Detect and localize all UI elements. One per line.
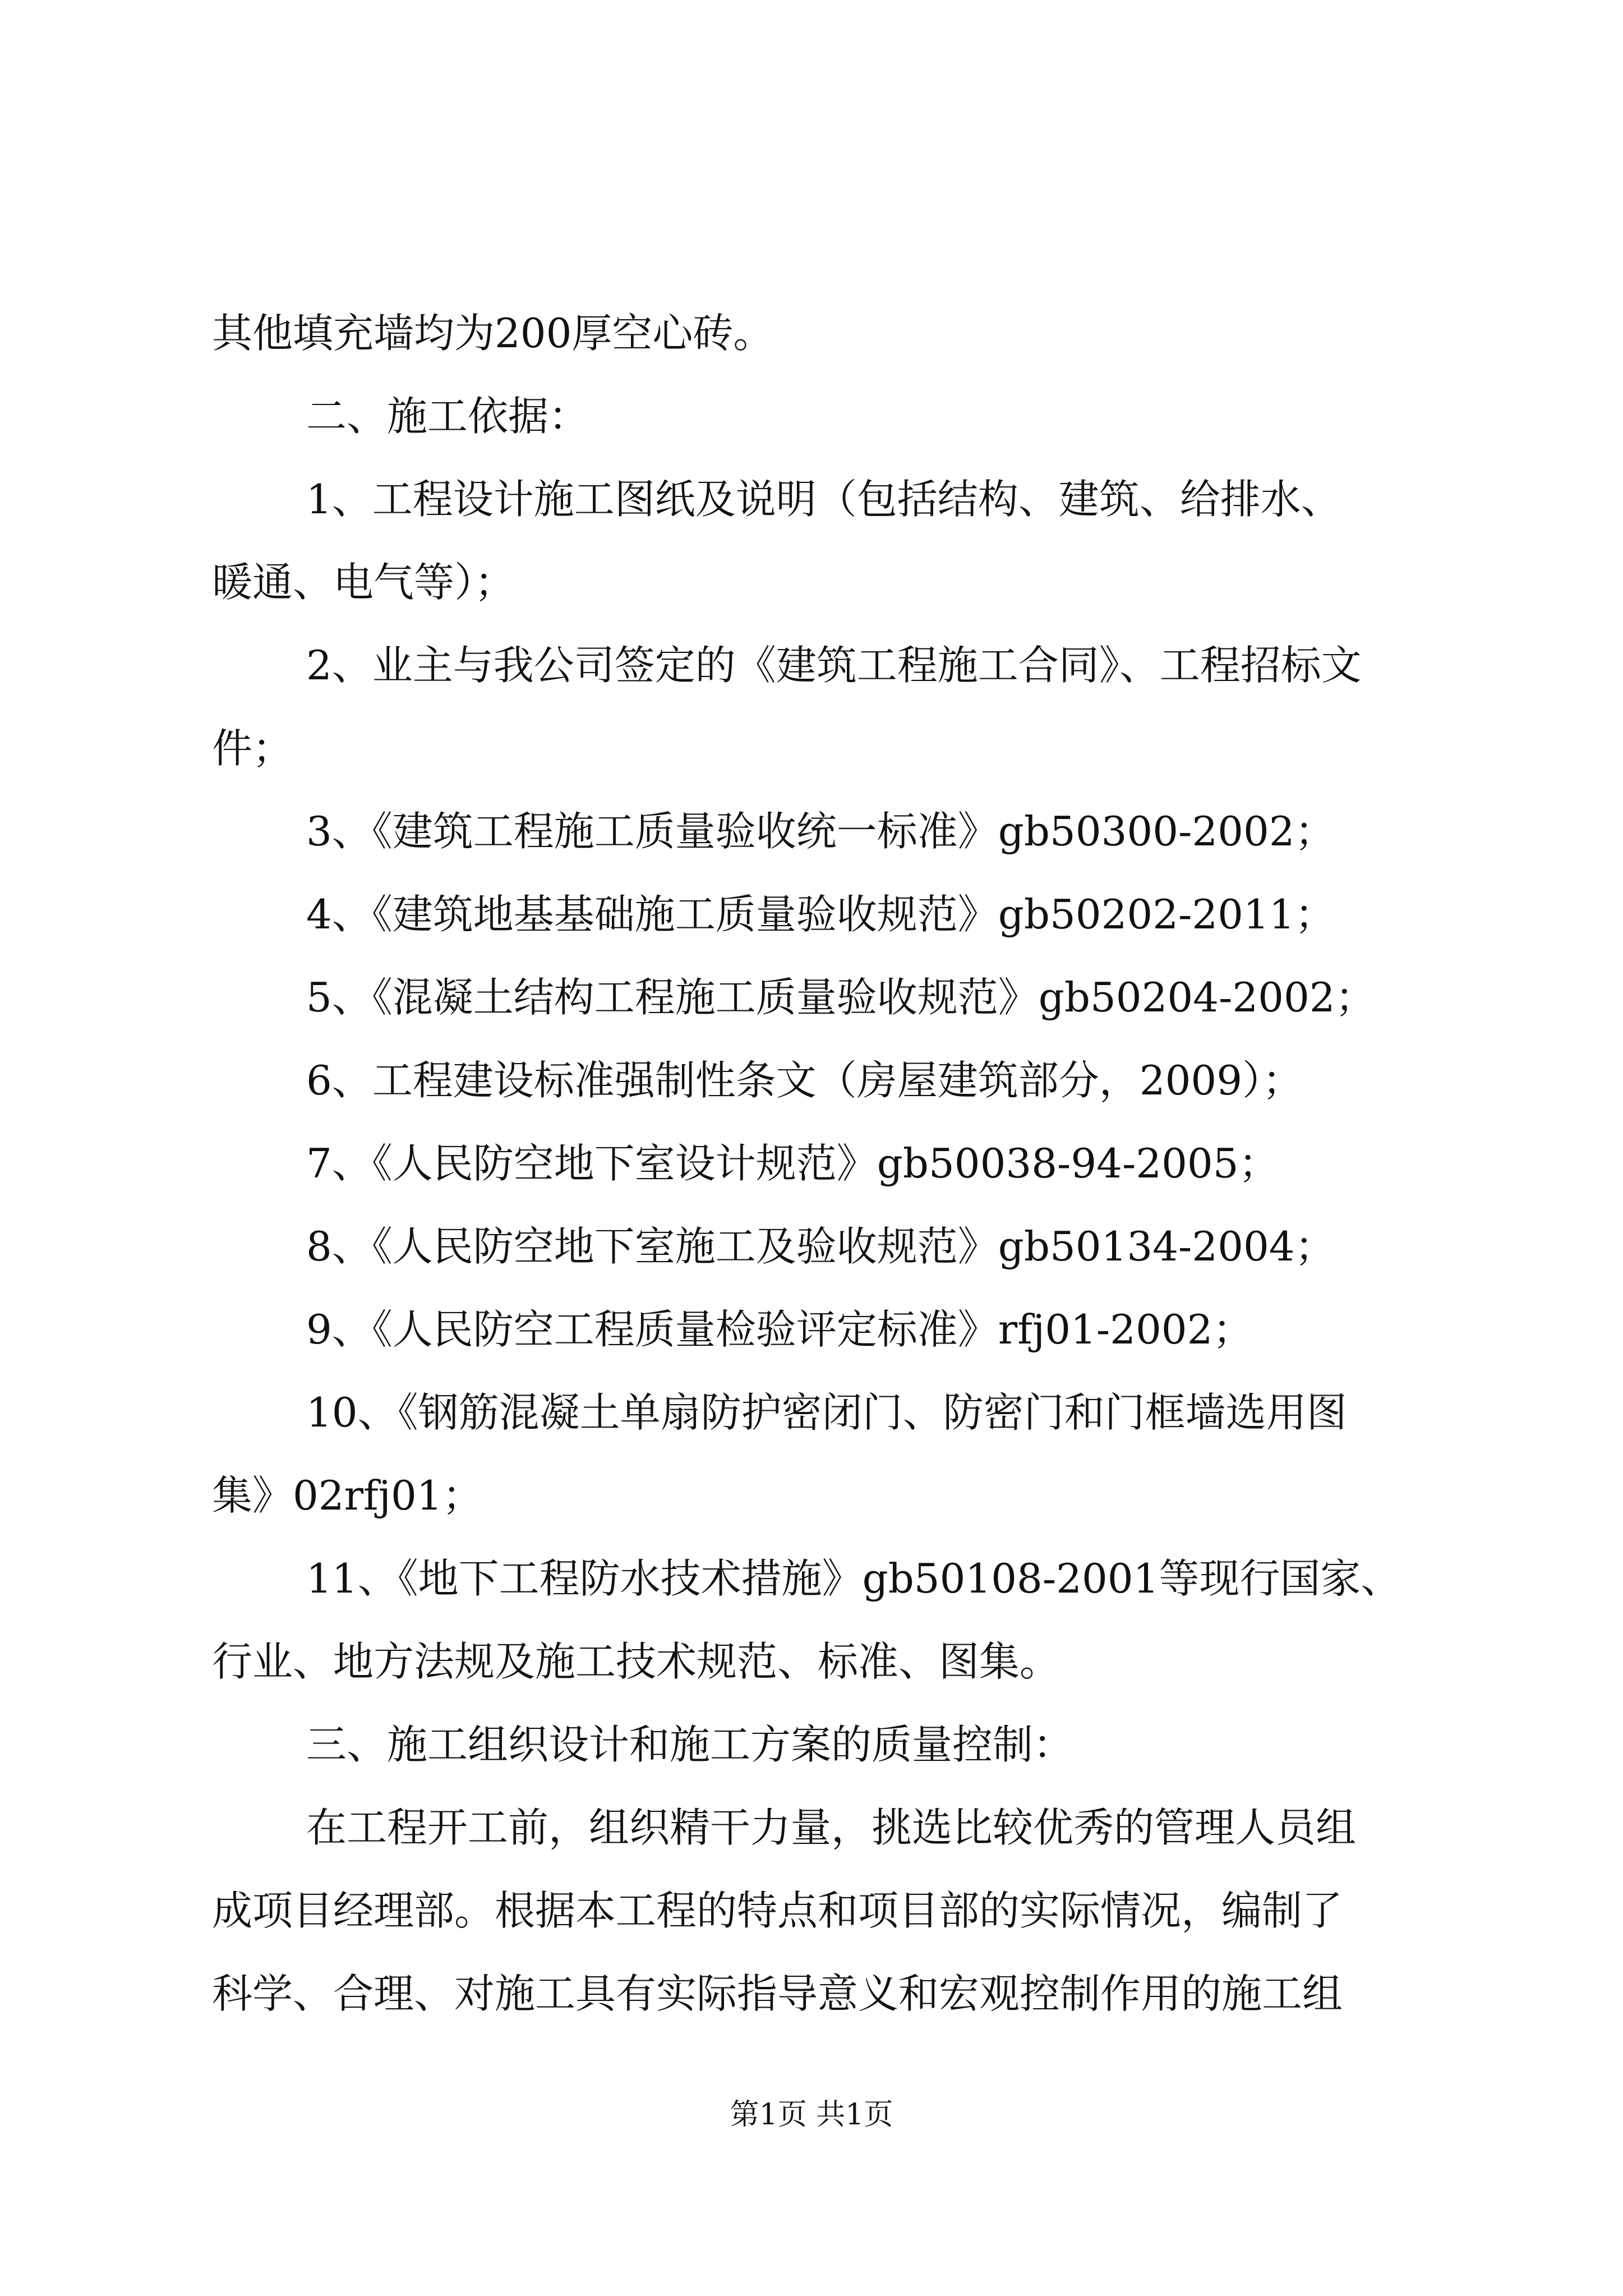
section-heading: 三、施工组织设计和施工方案的质量控制：	[306, 1721, 1074, 1768]
paragraph-line: 7、《人民防空地下室设计规范》gb50038-94-2005；	[306, 1140, 1279, 1187]
section-heading: 二、施工依据：	[306, 393, 589, 440]
paragraph-line: 科学、合理、对施工具有实际指导意义和宏观控制作用的施工组	[212, 1970, 1343, 2017]
paragraph-line: 集》02rfj01；	[212, 1472, 483, 1519]
paragraph-line: 行业、地方法规及施工技术规范、标准、图集。	[212, 1638, 1061, 1685]
paragraph-line: 11、《地下工程防水技术措施》gb50108-2001等现行国家、	[306, 1555, 1401, 1602]
paragraph-line: 10、《钢筋混凝土单扇防护密闭门、防密门和门框墙选用图	[306, 1389, 1347, 1436]
paragraph-line: 在工程开工前，组织精干力量，挑选比较优秀的管理人员组	[306, 1804, 1357, 1851]
paragraph-line: 5、《混凝土结构工程施工质量验收规范》gb50204-2002；	[306, 974, 1376, 1021]
page-footer: 第1页 共1页	[730, 2098, 893, 2132]
paragraph-line: 4、《建筑地基基础施工质量验收规范》gb50202-2011；	[306, 891, 1335, 938]
paragraph-line: 1、工程设计施工图纸及说明（包括结构、建筑、给排水、	[306, 476, 1341, 523]
paragraph-line: 8、《人民防空地下室施工及验收规范》gb50134-2004；	[306, 1223, 1335, 1270]
paragraph-line: 件；	[212, 725, 293, 772]
paragraph-line: 暖通、电气等）；	[212, 559, 515, 606]
paragraph-line: 其他填充墙均为200厚空心砖。	[212, 310, 774, 357]
paragraph-line: 6、工程建设标准强制性条文（房屋建筑部分，2009）；	[306, 1057, 1303, 1104]
paragraph-line: 成项目经理部。根据本工程的特点和项目部的实际情况，编制了	[212, 1887, 1343, 1934]
document-body	[212, 292, 1418, 2035]
paragraph-line: 2、业主与我公司签定的《建筑工程施工合同》、工程招标文	[306, 642, 1362, 689]
paragraph-line: 9、《人民防空工程质量检验评定标准》rfj01-2002；	[306, 1306, 1253, 1353]
paragraph-line: 3、《建筑工程施工质量验收统一标准》gb50300-2002；	[306, 808, 1335, 855]
